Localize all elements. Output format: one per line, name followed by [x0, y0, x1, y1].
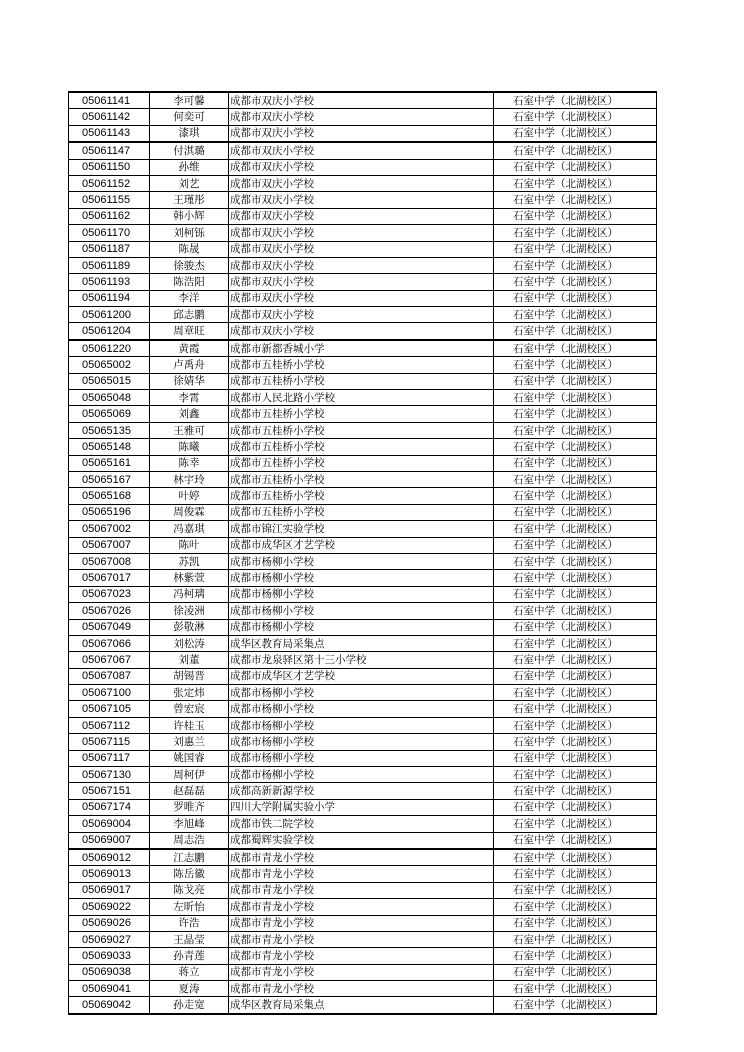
student-name-cell: 王瑾彤 [150, 192, 229, 208]
student-name-cell: 赵磊磊 [150, 783, 229, 799]
student-id-cell: 05065069 [69, 406, 150, 422]
student-id-cell: 05067151 [69, 783, 150, 799]
student-id-cell: 05061155 [69, 192, 150, 208]
table-row [69, 899, 657, 915]
student-name-cell: 陈曦 [150, 439, 229, 455]
student-id-cell: 05061141 [69, 92, 150, 109]
table-row [69, 241, 657, 257]
student-id-cell: 05067174 [69, 799, 150, 815]
table-row [69, 175, 657, 191]
destination-cell: 石室中学（北湖校区） [494, 652, 657, 668]
school-cell: 成都市双庆小学校 [229, 92, 494, 109]
student-name-cell: 叶婷 [150, 488, 229, 504]
student-name-cell: 付淇璐 [150, 142, 229, 159]
student-id-cell: 05067008 [69, 553, 150, 569]
destination-cell: 石室中学（北湖校区） [494, 767, 657, 783]
school-cell: 成都市青龙小学校 [229, 915, 494, 931]
table-row [69, 668, 657, 684]
student-name-cell: 李可馨 [150, 92, 229, 109]
table-row [69, 357, 657, 373]
student-name-cell: 邱志鹏 [150, 307, 229, 323]
table-row [69, 931, 657, 947]
table-row [69, 537, 657, 553]
school-cell: 成都市双庆小学校 [229, 257, 494, 273]
student-name-cell: 何奕可 [150, 109, 229, 125]
destination-cell: 石室中学（北湖校区） [494, 92, 657, 109]
school-cell: 四川大学附属实验小学 [229, 799, 494, 815]
student-name-cell: 黄霞 [150, 340, 229, 357]
destination-cell: 石室中学（北湖校区） [494, 553, 657, 569]
destination-cell: 石室中学（北湖校区） [494, 274, 657, 290]
student-name-cell: 左昕怡 [150, 899, 229, 915]
student-name-cell: 胡锡晋 [150, 668, 229, 684]
destination-cell: 石室中学（北湖校区） [494, 685, 657, 701]
table-row [69, 521, 657, 537]
student-name-cell: 徐婧华 [150, 373, 229, 389]
table-row [69, 125, 657, 142]
student-id-cell: 05067023 [69, 586, 150, 602]
student-name-cell: 江志鹏 [150, 849, 229, 866]
student-id-cell: 05069038 [69, 964, 150, 980]
destination-cell: 石室中学（北湖校区） [494, 290, 657, 306]
student-id-cell: 05069022 [69, 899, 150, 915]
student-id-cell: 05065135 [69, 422, 150, 438]
school-cell: 成都市青龙小学校 [229, 866, 494, 882]
student-name-cell: 徐骏杰 [150, 257, 229, 273]
student-id-cell: 05069026 [69, 915, 150, 931]
student-name-cell: 孙青莲 [150, 948, 229, 964]
table-row [69, 373, 657, 389]
destination-cell: 石室中学（北湖校区） [494, 357, 657, 373]
student-id-cell: 05061150 [69, 159, 150, 175]
destination-cell: 石室中学（北湖校区） [494, 504, 657, 520]
table-row [69, 504, 657, 520]
table-row [69, 471, 657, 487]
destination-cell: 石室中学（北湖校区） [494, 981, 657, 997]
school-cell: 成都市杨柳小学校 [229, 603, 494, 619]
school-cell: 成都市新都香城小学 [229, 340, 494, 357]
school-cell: 成都市双庆小学校 [229, 307, 494, 323]
student-id-cell: 05061147 [69, 142, 150, 159]
destination-cell: 石室中学（北湖校区） [494, 717, 657, 733]
school-cell: 成都市杨柳小学校 [229, 619, 494, 635]
school-cell: 成都市双庆小学校 [229, 241, 494, 257]
table-row [69, 307, 657, 323]
school-cell: 成都市双庆小学校 [229, 208, 494, 224]
school-cell: 成都市五桂桥小学校 [229, 422, 494, 438]
student-name-cell: 王晶莹 [150, 931, 229, 947]
destination-cell: 石室中学（北湖校区） [494, 537, 657, 553]
table-row [69, 701, 657, 717]
table-row [69, 208, 657, 224]
school-cell: 成都市五桂桥小学校 [229, 471, 494, 487]
table-row [69, 997, 657, 1014]
student-id-cell: 05065002 [69, 357, 150, 373]
student-id-cell: 05067049 [69, 619, 150, 635]
student-id-cell: 05067066 [69, 635, 150, 651]
student-id-cell: 05067026 [69, 603, 150, 619]
destination-cell: 石室中学（北湖校区） [494, 668, 657, 684]
school-cell: 成都市双庆小学校 [229, 323, 494, 340]
destination-cell: 石室中学（北湖校区） [494, 175, 657, 191]
student-name-cell: 王雅可 [150, 422, 229, 438]
destination-cell: 石室中学（北湖校区） [494, 619, 657, 635]
student-name-cell: 徐凌洲 [150, 603, 229, 619]
school-cell: 成都市锦江实验学校 [229, 521, 494, 537]
student-name-cell: 刘松涛 [150, 635, 229, 651]
student-id-cell: 05061187 [69, 241, 150, 257]
school-cell: 成都市杨柳小学校 [229, 750, 494, 766]
table-row [69, 340, 657, 357]
student-name-cell: 刘董 [150, 652, 229, 668]
student-id-cell: 05067100 [69, 685, 150, 701]
table-row [69, 750, 657, 766]
student-id-cell: 05067117 [69, 750, 150, 766]
school-cell: 成都市双庆小学校 [229, 192, 494, 208]
student-id-cell: 05065048 [69, 390, 150, 406]
school-cell: 成都市杨柳小学校 [229, 570, 494, 586]
student-id-cell: 05065196 [69, 504, 150, 520]
student-id-cell: 05061194 [69, 290, 150, 306]
school-cell: 成都市杨柳小学校 [229, 717, 494, 733]
student-name-cell: 韩小辉 [150, 208, 229, 224]
table-row [69, 915, 657, 931]
student-name-cell: 李洋 [150, 290, 229, 306]
student-id-cell: 05061142 [69, 109, 150, 125]
school-cell: 成都市青龙小学校 [229, 882, 494, 898]
destination-cell: 石室中学（北湖校区） [494, 799, 657, 815]
school-cell: 成都市青龙小学校 [229, 981, 494, 997]
destination-cell: 石室中学（北湖校区） [494, 849, 657, 866]
destination-cell: 石室中学（北湖校区） [494, 125, 657, 142]
table-row [69, 832, 657, 849]
student-id-cell: 05069041 [69, 981, 150, 997]
student-id-cell: 05067087 [69, 668, 150, 684]
school-cell: 成都市双庆小学校 [229, 274, 494, 290]
student-name-cell: 刘鑫 [150, 406, 229, 422]
table-row [69, 849, 657, 866]
student-name-cell: 刘惠兰 [150, 734, 229, 750]
student-id-cell: 05069004 [69, 816, 150, 832]
destination-cell: 石室中学（北湖校区） [494, 257, 657, 273]
student-id-cell: 05069012 [69, 849, 150, 866]
school-cell: 成都市五桂桥小学校 [229, 455, 494, 471]
student-name-cell: 苏凯 [150, 553, 229, 569]
student-name-cell: 张定炜 [150, 685, 229, 701]
student-name-cell: 陈浩阳 [150, 274, 229, 290]
destination-cell: 石室中学（北湖校区） [494, 948, 657, 964]
school-cell: 成都市杨柳小学校 [229, 734, 494, 750]
student-id-cell: 05061152 [69, 175, 150, 191]
student-id-cell: 05067112 [69, 717, 150, 733]
school-cell: 成都市双庆小学校 [229, 159, 494, 175]
school-cell: 成都市五桂桥小学校 [229, 439, 494, 455]
destination-cell: 石室中学（北湖校区） [494, 192, 657, 208]
student-id-cell: 05069007 [69, 832, 150, 849]
student-id-cell: 05069017 [69, 882, 150, 898]
table-row [69, 799, 657, 815]
student-id-cell: 05061170 [69, 225, 150, 241]
destination-cell: 石室中学（北湖校区） [494, 931, 657, 947]
student-id-cell: 05065168 [69, 488, 150, 504]
student-name-cell: 陈幸 [150, 455, 229, 471]
school-cell: 成都市成华区才艺学校 [229, 668, 494, 684]
student-id-cell: 05067130 [69, 767, 150, 783]
school-cell: 成都市铁二院学校 [229, 816, 494, 832]
student-name-cell: 刘艺 [150, 175, 229, 191]
table-row [69, 685, 657, 701]
table-row [69, 570, 657, 586]
student-name-cell: 罗唯齐 [150, 799, 229, 815]
school-cell: 成都市杨柳小学校 [229, 685, 494, 701]
destination-cell: 石室中学（北湖校区） [494, 915, 657, 931]
student-name-cell: 周志浩 [150, 832, 229, 849]
student-id-cell: 05065015 [69, 373, 150, 389]
student-name-cell: 林紫萱 [150, 570, 229, 586]
table-row [69, 109, 657, 125]
destination-cell: 石室中学（北湖校区） [494, 422, 657, 438]
student-name-cell: 夏涛 [150, 981, 229, 997]
student-name-cell: 冯嘉琪 [150, 521, 229, 537]
table-row [69, 439, 657, 455]
student-name-cell: 陈戈亮 [150, 882, 229, 898]
student-id-cell: 05061162 [69, 208, 150, 224]
student-name-cell: 漆琪 [150, 125, 229, 142]
student-name-cell: 蒋立 [150, 964, 229, 980]
student-id-cell: 05067002 [69, 521, 150, 537]
student-id-cell: 05067067 [69, 652, 150, 668]
destination-cell: 石室中学（北湖校区） [494, 225, 657, 241]
school-cell: 成都市双庆小学校 [229, 125, 494, 142]
student-name-cell: 林宇玲 [150, 471, 229, 487]
school-cell: 成都市双庆小学校 [229, 225, 494, 241]
destination-cell: 石室中学（北湖校区） [494, 340, 657, 357]
student-id-cell: 05067007 [69, 537, 150, 553]
destination-cell: 石室中学（北湖校区） [494, 832, 657, 849]
school-cell: 成都市双庆小学校 [229, 109, 494, 125]
table-row [69, 619, 657, 635]
student-name-cell: 李霄 [150, 390, 229, 406]
table-row [69, 816, 657, 832]
school-cell: 成都市杨柳小学校 [229, 701, 494, 717]
table-row [69, 406, 657, 422]
student-id-cell: 05061200 [69, 307, 150, 323]
student-id-cell: 05067115 [69, 734, 150, 750]
school-cell: 成都市青龙小学校 [229, 964, 494, 980]
table-row [69, 455, 657, 471]
student-id-cell: 05065161 [69, 455, 150, 471]
student-id-cell: 05069027 [69, 931, 150, 947]
destination-cell: 石室中学（北湖校区） [494, 783, 657, 799]
school-cell: 成都市双庆小学校 [229, 290, 494, 306]
table-row [69, 488, 657, 504]
table-row [69, 734, 657, 750]
school-cell: 成都市五桂桥小学校 [229, 357, 494, 373]
student-name-cell: 姚国睿 [150, 750, 229, 766]
school-cell: 成都市人民北路小学校 [229, 390, 494, 406]
table-row [69, 866, 657, 882]
table-row [69, 192, 657, 208]
student-id-cell: 05065167 [69, 471, 150, 487]
destination-cell: 石室中学（北湖校区） [494, 734, 657, 750]
school-cell: 成都市青龙小学校 [229, 849, 494, 866]
table-row [69, 290, 657, 306]
destination-cell: 石室中学（北湖校区） [494, 701, 657, 717]
table-row [69, 603, 657, 619]
table-row [69, 323, 657, 340]
school-cell: 成华区教育局采集点 [229, 997, 494, 1014]
school-cell: 成都市杨柳小学校 [229, 586, 494, 602]
school-cell: 成都蜀辉实验学校 [229, 832, 494, 849]
student-name-cell: 周俊霖 [150, 504, 229, 520]
destination-cell: 石室中学（北湖校区） [494, 455, 657, 471]
school-cell: 成都市双庆小学校 [229, 175, 494, 191]
table-row [69, 652, 657, 668]
destination-cell: 石室中学（北湖校区） [494, 323, 657, 340]
student-table-body [69, 92, 657, 1014]
student-id-cell: 05067105 [69, 701, 150, 717]
student-name-cell: 许浩 [150, 915, 229, 931]
student-name-cell: 彭敬淋 [150, 619, 229, 635]
student-name-cell: 卢禹舟 [150, 357, 229, 373]
table-row [69, 257, 657, 273]
destination-cell: 石室中学（北湖校区） [494, 471, 657, 487]
student-name-cell: 冯柯璃 [150, 586, 229, 602]
table-row [69, 142, 657, 159]
table-row [69, 422, 657, 438]
table-row [69, 274, 657, 290]
student-id-cell: 05069013 [69, 866, 150, 882]
student-id-cell: 05061220 [69, 340, 150, 357]
destination-cell: 石室中学（北湖校区） [494, 521, 657, 537]
destination-cell: 石室中学（北湖校区） [494, 816, 657, 832]
student-name-cell: 陈晟 [150, 241, 229, 257]
destination-cell: 石室中学（北湖校区） [494, 159, 657, 175]
destination-cell: 石室中学（北湖校区） [494, 109, 657, 125]
destination-cell: 石室中学（北湖校区） [494, 142, 657, 159]
table-row [69, 225, 657, 241]
student-table [68, 91, 657, 1015]
table-row [69, 964, 657, 980]
student-name-cell: 曾宏宸 [150, 701, 229, 717]
student-id-cell: 05061189 [69, 257, 150, 273]
destination-cell: 石室中学（北湖校区） [494, 899, 657, 915]
school-cell: 成都高新新源学校 [229, 783, 494, 799]
destination-cell: 石室中学（北湖校区） [494, 307, 657, 323]
student-id-cell: 05069042 [69, 997, 150, 1014]
destination-cell: 石室中学（北湖校区） [494, 390, 657, 406]
destination-cell: 石室中学（北湖校区） [494, 439, 657, 455]
school-cell: 成都市双庆小学校 [229, 142, 494, 159]
destination-cell: 石室中学（北湖校区） [494, 406, 657, 422]
student-name-cell: 陈岳徽 [150, 866, 229, 882]
destination-cell: 石室中学（北湖校区） [494, 997, 657, 1014]
student-name-cell: 周章旺 [150, 323, 229, 340]
destination-cell: 石室中学（北湖校区） [494, 882, 657, 898]
school-cell: 成都市五桂桥小学校 [229, 488, 494, 504]
table-row [69, 981, 657, 997]
student-name-cell: 周柯伊 [150, 767, 229, 783]
student-id-cell: 05067017 [69, 570, 150, 586]
table-row [69, 390, 657, 406]
student-id-cell: 05065148 [69, 439, 150, 455]
school-cell: 成都市五桂桥小学校 [229, 504, 494, 520]
table-row [69, 717, 657, 733]
destination-cell: 石室中学（北湖校区） [494, 750, 657, 766]
school-cell: 成都市杨柳小学校 [229, 767, 494, 783]
table-row [69, 767, 657, 783]
table-row [69, 635, 657, 651]
destination-cell: 石室中学（北湖校区） [494, 373, 657, 389]
table-row [69, 882, 657, 898]
student-id-cell: 05061193 [69, 274, 150, 290]
student-name-cell: 刘柯铄 [150, 225, 229, 241]
table-row [69, 783, 657, 799]
school-cell: 成都市成华区才艺学校 [229, 537, 494, 553]
destination-cell: 石室中学（北湖校区） [494, 241, 657, 257]
school-cell: 成都市五桂桥小学校 [229, 406, 494, 422]
school-cell: 成都市青龙小学校 [229, 899, 494, 915]
table-row [69, 948, 657, 964]
destination-cell: 石室中学（北湖校区） [494, 488, 657, 504]
destination-cell: 石室中学（北湖校区） [494, 866, 657, 882]
student-id-cell: 05069033 [69, 948, 150, 964]
destination-cell: 石室中学（北湖校区） [494, 964, 657, 980]
student-name-cell: 许桂玉 [150, 717, 229, 733]
student-name-cell: 陈叶 [150, 537, 229, 553]
destination-cell: 石室中学（北湖校区） [494, 635, 657, 651]
destination-cell: 石室中学（北湖校区） [494, 586, 657, 602]
destination-cell: 石室中学（北湖校区） [494, 208, 657, 224]
destination-cell: 石室中学（北湖校区） [494, 603, 657, 619]
school-cell: 成都市青龙小学校 [229, 931, 494, 947]
school-cell: 成华区教育局采集点 [229, 635, 494, 651]
table-row [69, 159, 657, 175]
student-name-cell: 孙走宽 [150, 997, 229, 1014]
table-row [69, 92, 657, 109]
student-id-cell: 05061143 [69, 125, 150, 142]
table-row [69, 553, 657, 569]
school-cell: 成都市五桂桥小学校 [229, 373, 494, 389]
school-cell: 成都市杨柳小学校 [229, 553, 494, 569]
student-name-cell: 李旭峰 [150, 816, 229, 832]
student-id-cell: 05061204 [69, 323, 150, 340]
table-row [69, 586, 657, 602]
destination-cell: 石室中学（北湖校区） [494, 570, 657, 586]
student-name-cell: 孙维 [150, 159, 229, 175]
school-cell: 成都市青龙小学校 [229, 948, 494, 964]
school-cell: 成都市龙泉驿区第十三小学校 [229, 652, 494, 668]
